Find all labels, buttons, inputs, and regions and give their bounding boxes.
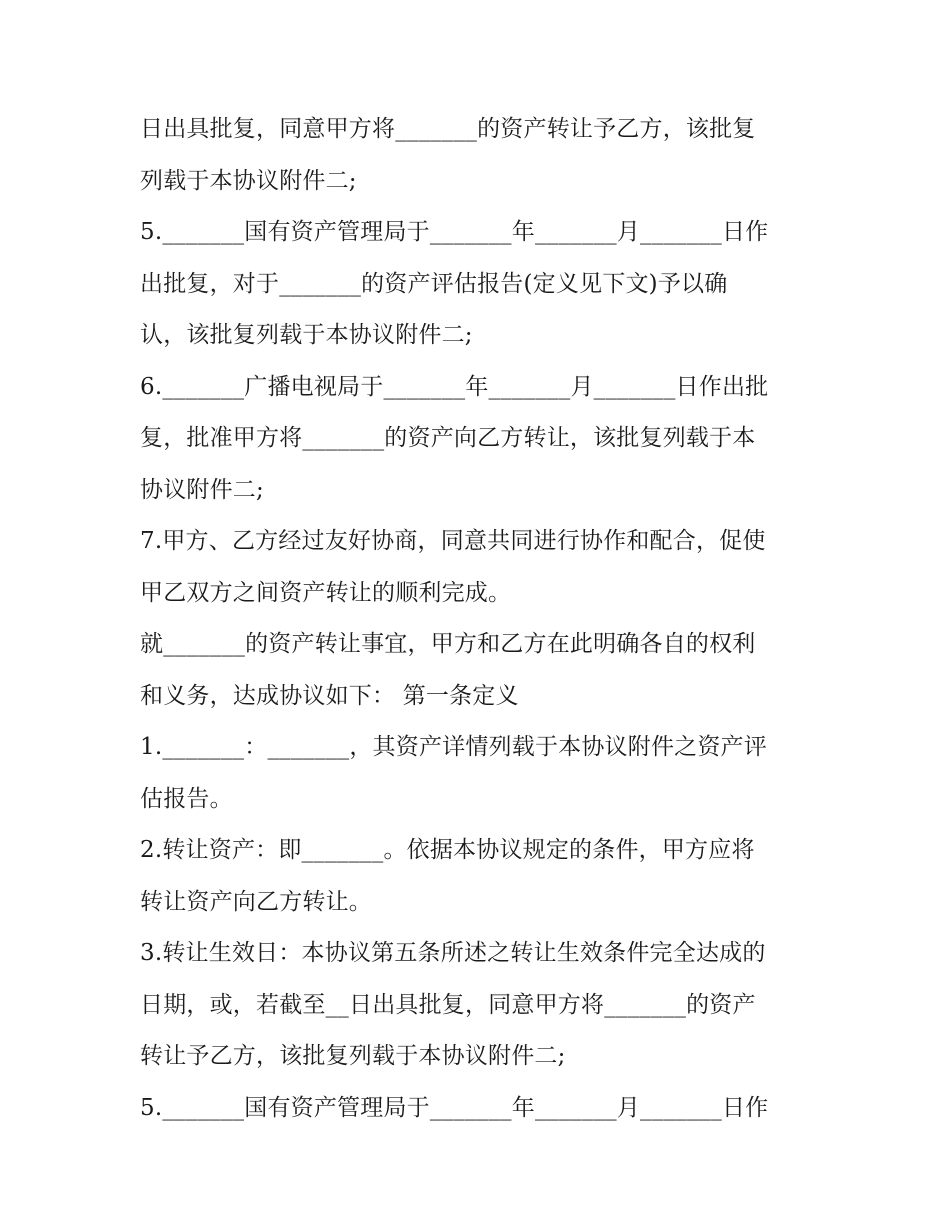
text-line: 7.甲方、乙方经过友好协商，同意共同进行协作和配合，促使 bbox=[140, 528, 766, 554]
text-line: 就_______的资产转让事宜，甲方和乙方在此明确各自的权利 bbox=[140, 631, 756, 657]
text-line: 6._______广播电视局于_______年_______月_______日作出批 bbox=[140, 373, 769, 400]
text-line: 估报告。 bbox=[140, 785, 233, 812]
text-line: 认，该批复列载于本协议附件二; bbox=[140, 322, 473, 348]
text-line: 转让资产向乙方转让。 bbox=[140, 888, 372, 915]
text-line: 出批复，对于_______的资产评估报告(定义见下文)予以确 bbox=[140, 270, 728, 297]
document-body bbox=[140, 104, 820, 1134]
text-line: 和义务，达成协议如下： 第一条定义 bbox=[140, 682, 519, 709]
text-line: 转让予乙方，该批复列载于本协议附件二; bbox=[140, 1043, 566, 1069]
text-line: 甲乙双方之间资产转让的顺利完成。 bbox=[140, 579, 512, 606]
text-line: 2.转让资产：即_______。依据本协议规定的条件，甲方应将 bbox=[140, 837, 755, 863]
text-line: 列载于本协议附件二; bbox=[140, 167, 357, 194]
text-line: 5._______国有资产管理局于_______年_______月_______日作 bbox=[140, 219, 769, 245]
text-line: 日期，或，若截至__日出具批复，同意甲方将_______的资产 bbox=[140, 991, 756, 1018]
text-line: 5._______国有资产管理局于_______年_______月_______日作 bbox=[140, 1094, 769, 1121]
text-line: 协议附件二; bbox=[140, 476, 264, 503]
text-line: 日出具批复，同意甲方将_______的资产转让予乙方，该批复 bbox=[140, 116, 756, 142]
text-line: 复，批准甲方将_______的资产向乙方转让，该批复列载于本 bbox=[140, 425, 756, 451]
text-line: 3.转让生效日：本协议第五条所述之转让生效条件完全达成的 bbox=[140, 940, 766, 966]
text-line: 1._______：_______，其资产详情列载于本协议附件之资产评 bbox=[140, 734, 767, 760]
